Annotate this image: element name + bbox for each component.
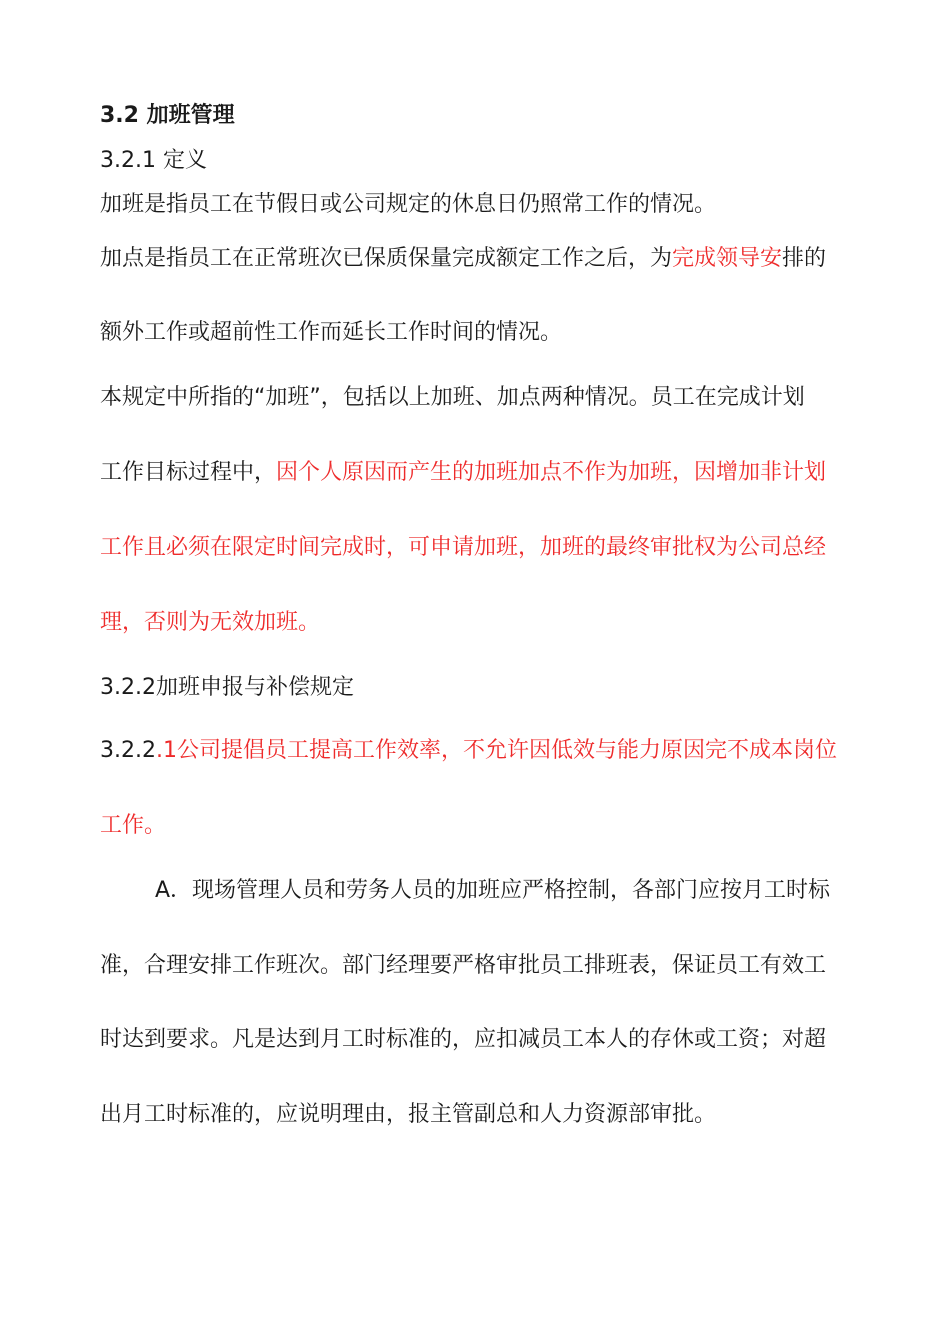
section-heading: 3.2 加班管理 [100, 103, 235, 128]
paragraph-line: 加点是指员工在正常班次已保质保量完成额定工作之后，为完成领导安排的 [100, 246, 827, 271]
highlighted-text: 因个人原因而产生的加班加点不作为加班，因增加非计划 [276, 460, 827, 485]
paragraph-line: 工作目标过程中，因个人原因而产生的加班加点不作为加班，因增加非计划 [100, 460, 827, 485]
clause-a-line: A．现场管理人员和劳务人员的加班应严格控制，各部门应按月工时标 [155, 878, 831, 903]
subsection-heading-overtime-rules: 3.2.2加班申报与补偿规定 [100, 675, 354, 700]
highlighted-paragraph-line: 工作且必须在限定时间完成时，可申请加班，加班的最终审批权为公司总经 [100, 535, 827, 560]
paragraph-line: 本规定中所指的“加班”，包括以上加班、加点两种情况。员工在完成计划 [100, 385, 805, 410]
paragraph-line: 出月工时标准的，应说明理由，报主管副总和人力资源部审批。 [100, 1102, 717, 1127]
highlighted-paragraph-line: 理，否则为无效加班。 [100, 610, 321, 635]
highlighted-text: 完成领导安 [672, 246, 783, 271]
clause-line: 3.2.2.1公司提倡员工提高工作效率，不允许因低效与能力原因完不成本岗位 [100, 738, 837, 763]
paragraph-line: 时达到要求。凡是达到月工时标准的，应扣减员工本人的存休或工资；对超 [100, 1027, 827, 1052]
highlighted-text: .1公司提倡员工提高工作效率，不允许因低效与能力原因完不成本岗位 [155, 738, 837, 763]
paragraph-line: 额外工作或超前性工作而延长工作时间的情况。 [100, 320, 563, 345]
highlighted-paragraph-line: 工作。 [100, 813, 167, 838]
paragraph-line: 加班是指员工在节假日或公司规定的休息日仍照常工作的情况。 [100, 192, 717, 217]
paragraph-line: 准，合理安排工作班次。部门经理要严格审批员工排班表，保证员工有效工 [100, 953, 827, 978]
subsection-heading-definition: 3.2.1 定义 [100, 148, 207, 173]
